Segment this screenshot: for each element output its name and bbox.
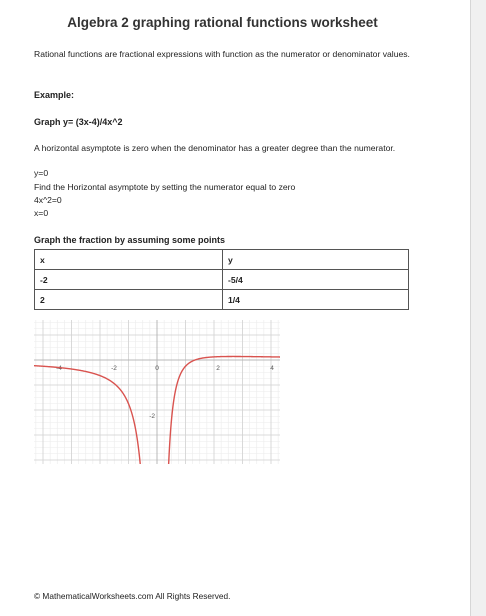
table-row — [35, 290, 409, 310]
problem-statement: Graph y= (3x-4)/4x^2 — [34, 117, 123, 127]
cell-y: -5/4 — [223, 270, 409, 290]
cell-y: 1/4 — [223, 290, 409, 310]
step-asymptote-rule: A horizontal asymptote is zero when the denominator has a greater degree than the numerator. — [34, 143, 396, 153]
copyright-footer: © MathematicalWorksheets.com All Rights Reserved. — [34, 591, 231, 601]
table-header-row — [35, 250, 409, 270]
example-heading: Example: — [34, 90, 75, 100]
header-y: y — [223, 250, 409, 270]
x-tick-label: 2 — [216, 365, 220, 372]
step-equation: 4x^2=0 — [34, 195, 62, 205]
cell-x: -2 — [35, 270, 223, 290]
table-row — [35, 270, 409, 290]
x-tick-label: 4 — [270, 365, 274, 372]
function-graph — [34, 320, 280, 464]
worksheet-title: Algebra 2 graphing rational functions worksheet — [67, 15, 378, 30]
step-x-zero: x=0 — [34, 208, 49, 218]
x-tick-label: -4 — [56, 365, 62, 372]
header-x: x — [35, 250, 223, 270]
points-table — [34, 249, 409, 310]
x-tick-label: 0 — [155, 365, 159, 372]
y-tick-label: -2 — [149, 413, 155, 420]
intro-text: Rational functions are fractional expressions with function as the numerator or denominator values. — [34, 49, 410, 59]
scrollbar-track[interactable] — [471, 0, 486, 616]
cell-x: 2 — [35, 290, 223, 310]
step-y-zero: y=0 — [34, 168, 49, 178]
x-tick-label: -2 — [111, 365, 117, 372]
table-heading: Graph the fraction by assuming some points — [34, 235, 226, 245]
step-find-asymptote: Find the Horizontal asymptote by setting the numerator equal to zero — [34, 182, 296, 192]
